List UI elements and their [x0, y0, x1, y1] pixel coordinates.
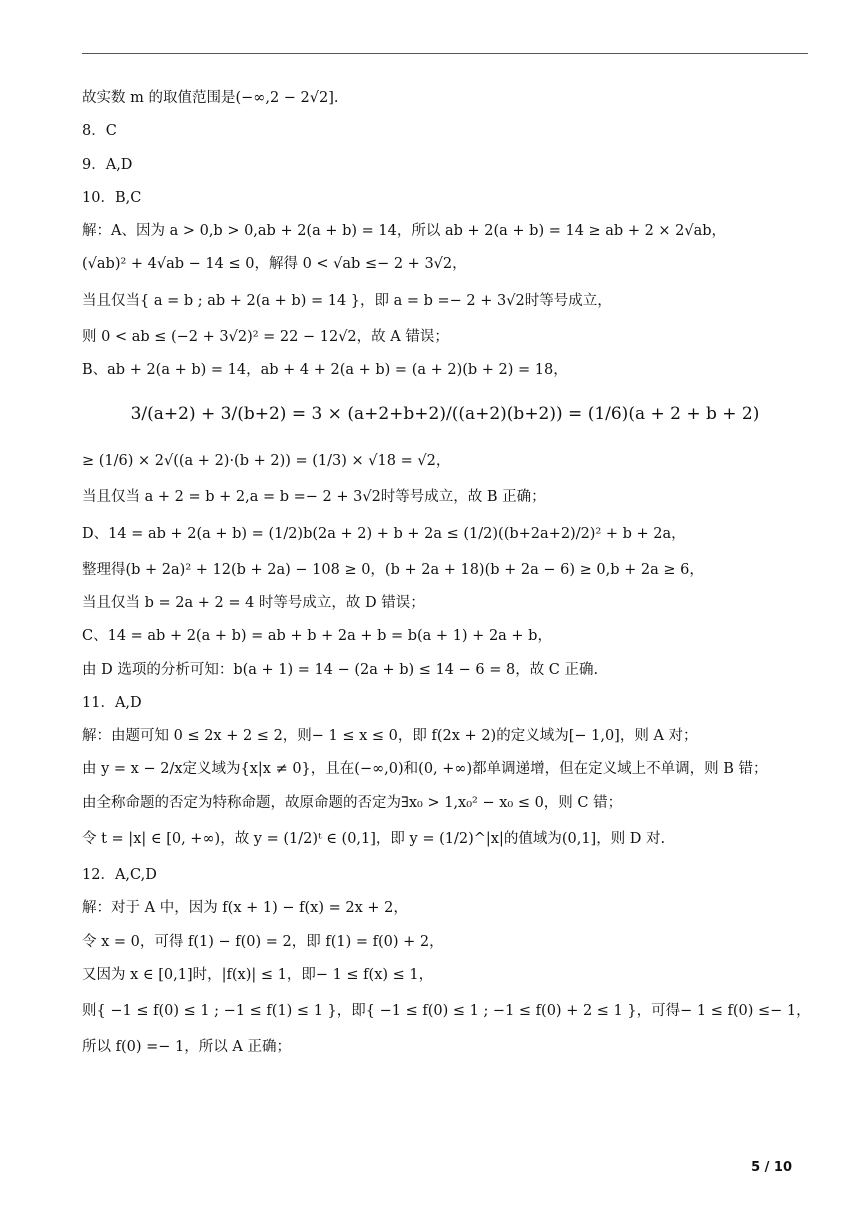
display-equation: 3/(a+2) + 3/(b+2) = 3 × (a+2+b+2)/((a+2)(b+2)) = (1/6)(a + 2 + b + 2) — [130, 404, 760, 425]
text-line: 当且仅当 b = 2a + 2 = 4 时等号成立，故 D 错误； — [82, 594, 425, 611]
text-line: 所以 f(0) =− 1，所以 A 正确； — [82, 1039, 291, 1056]
page-number: 5 / 10 — [751, 1160, 792, 1175]
text-line: 则{ −1 ≤ f(0) ≤ 1 ; −1 ≤ f(1) ≤ 1 }，即{ −1 ≤ f(0) ≤ 1 ; −1 ≤ f(0) + 2 ≤ 1 }，可得− 1 ≤ f(0) ≤− 1， — [82, 1003, 811, 1020]
answer-10: 10．B,C — [82, 189, 142, 206]
text-line: C、14 = ab + 2(a + b) = ab + b + 2a + b = b(a + 1) + 2a + b， — [82, 628, 552, 645]
text-line: 由全称命题的否定为特称命题，故原命题的否定为∃x₀ > 1,x₀² − x₀ ≤ 0，则 C 错； — [82, 794, 623, 811]
text-line: 解：A、因为 a > 0,b > 0,ab + 2(a + b) = 14，所以 ab + 2(a + b) = 14 ≥ ab + 2 × 2√ab， — [82, 223, 727, 240]
text-line: 又因为 x ∈ [0,1]时，|f(x)| ≤ 1，即− 1 ≤ f(x) ≤ 1， — [82, 966, 434, 983]
text-line: 当且仅当 a + 2 = b + 2,a = b =− 2 + 3√2时等号成立，故 B 正确； — [82, 489, 546, 506]
document-body — [82, 82, 811, 1065]
text-line: 令 x = 0，可得 f(1) − f(0) = 2，即 f(1) = f(0) + 2， — [82, 933, 444, 950]
text-line: ≥ (1/6) × 2√((a + 2)·(b + 2)) = (1/3) × √18 = √2， — [82, 453, 451, 470]
text-line: 由 D 选项的分析可知：b(a + 1) = 14 − (2a + b) ≤ 14 − 6 = 8，故 C 正确. — [82, 661, 599, 678]
text-line: 由 y = x − 2/x定义域为{x|x ≠ 0}，且在(−∞,0)和(0, +∞)都单调递增，但在定义域上不单调，则 B 错； — [82, 761, 768, 778]
answer-12: 12．A,C,D — [82, 867, 157, 884]
answer-11: 11．A,D — [82, 694, 142, 711]
text-line: 则 0 < ab ≤ (−2 + 3√2)² = 22 − 12√2，故 A 错误； — [82, 328, 449, 345]
answer-8: 8．C — [82, 123, 117, 140]
text-line: 令 t = |x| ∈ [0, +∞)，故 y = (1/2)ᵗ ∈ (0,1]，即 y = (1/2)^|x|的值域为(0,1]，则 D 对. — [82, 831, 666, 848]
answer-9: 9．A,D — [82, 156, 133, 173]
text-line: 解：对于 A 中，因为 f(x + 1) − f(x) = 2x + 2， — [82, 900, 408, 917]
text-line: (√ab)² + 4√ab − 14 ≤ 0，解得 0 < √ab ≤− 2 + 3√2， — [82, 256, 467, 273]
text-line: 整理得(b + 2a)² + 12(b + 2a) − 108 ≥ 0，(b + 2a + 18)(b + 2a − 6) ≥ 0,b + 2a ≥ 6， — [82, 561, 704, 578]
text-line: 故实数 m 的取值范围是(−∞,2 − 2√2]. — [82, 90, 339, 106]
text-line: 当且仅当{ a = b ; ab + 2(a + b) = 14 }，即 a = b =− 2 + 3√2时等号成立， — [82, 292, 612, 309]
header-rule — [82, 53, 808, 54]
text-line: B、ab + 2(a + b) = 14，ab + 4 + 2(a + b) = (a + 2)(b + 2) = 18， — [82, 362, 568, 379]
text-line: 解：由题可知 0 ≤ 2x + 2 ≤ 2，则− 1 ≤ x ≤ 0，即 f(2x + 2)的定义域为[− 1,0]，则 A 对； — [82, 728, 698, 745]
text-line: D、14 = ab + 2(a + b) = (1/2)b(2a + 2) + b + 2a ≤ (1/2)((b+2a+2)/2)² + b + 2a， — [82, 525, 686, 542]
